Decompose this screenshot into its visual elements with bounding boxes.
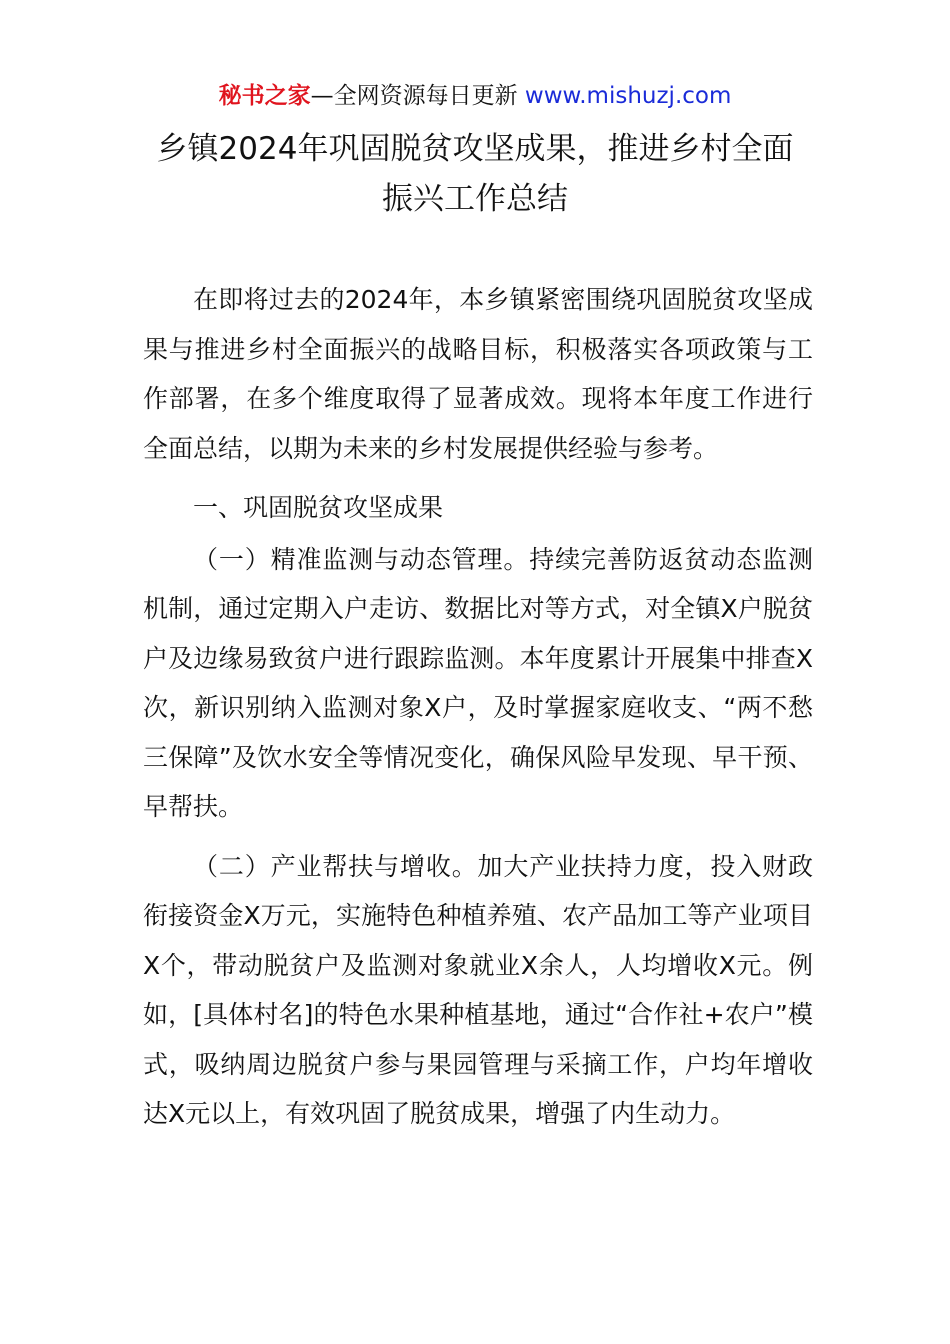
document-title: [120, 124, 830, 224]
section-1-item-2: （二）产业帮扶与增收。加大产业扶持力度，投入财政衔接资金X万元，实施特色种植养殖、农产品加工等产业项目X个，带动脱贫户及监测对象就业X余人，人均增收X元。例如，[具体村名]的特色水果种植基地，通过“合作社+农户”模式，吸纳周边脱贫户参与果园管理与采摘工作，户均年增收达X元以上，有效巩固了脱贫成果，增强了内生动力。: [143, 851, 813, 1128]
brand-name: 秘书之家: [218, 83, 311, 109]
title-line-2: 振兴工作总结: [382, 181, 568, 217]
site-url-link[interactable]: www.mishuzj.com: [524, 83, 732, 109]
document-body: [143, 275, 813, 1149]
title-line-1: 乡镇2024年巩固脱贫攻坚成果，推进乡村全面: [156, 131, 794, 167]
intro-paragraph: 在即将过去的2024年，本乡镇紧密围绕巩固脱贫攻坚成果与推进乡村全面振兴的战略目标，积极落实各项政策与工作部署，在多个维度取得了显著成效。现将本年度工作进行全面总结，以期为未来的乡村发展提供经验与参考。: [143, 285, 813, 463]
section-1-item-1: （一）精准监测与动态管理。持续完善防返贫动态监测机制，通过定期入户走访、数据比对等方式，对全镇X户脱贫户及边缘易致贫户进行跟踪监测。本年度累计开展集中排查X次，新识别纳入监测对象X户，及时掌握家庭收支、“两不愁三保障”及饮水安全等情况变化，确保风险早发现、早干预、早帮扶。: [143, 544, 813, 821]
header-tagline: —全网资源每日更新: [310, 83, 525, 109]
section-heading-1: 一、巩固脱贫攻坚成果: [193, 493, 444, 522]
site-header: [0, 80, 950, 112]
